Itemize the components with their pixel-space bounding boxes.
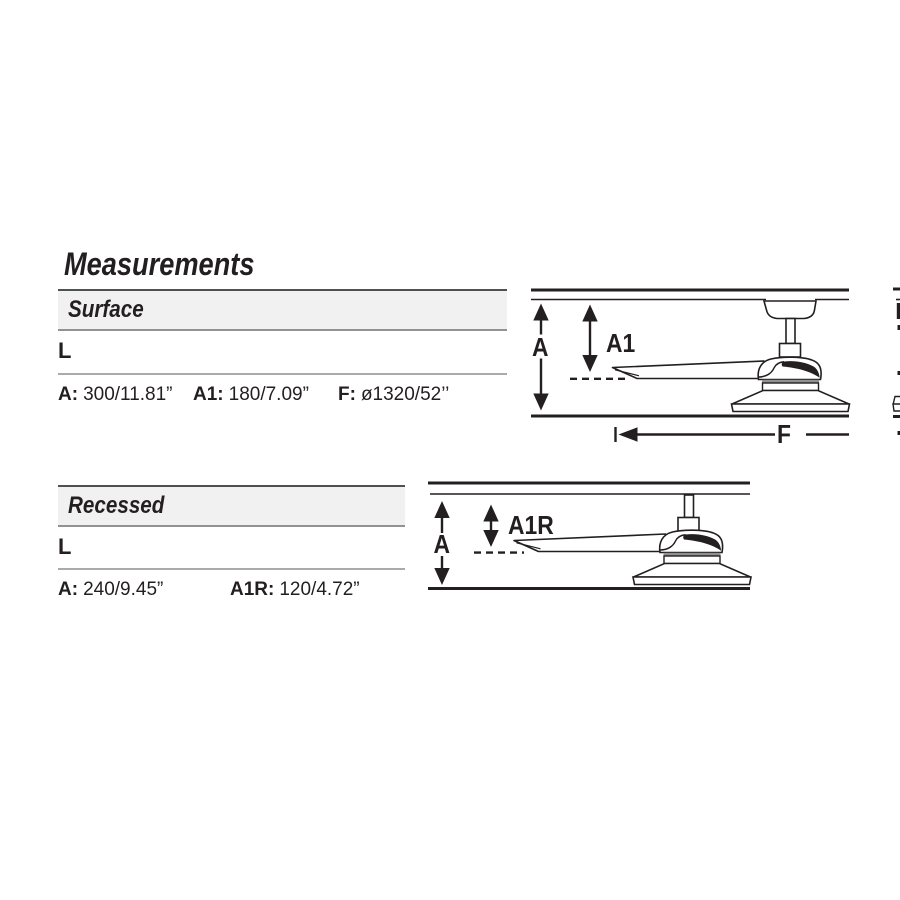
surface-header-label: Surface xyxy=(68,296,144,323)
fan-coupler xyxy=(678,518,699,532)
fan-body xyxy=(613,357,850,411)
cropped-neighbor-diagram-artifacts xyxy=(893,289,900,435)
recessed-model-label: L xyxy=(58,534,72,559)
dimension-arrow-a xyxy=(532,304,549,411)
dimension-label-f: F xyxy=(777,420,791,450)
fan-rim xyxy=(732,404,850,412)
dim-value: ø1320/52’’ xyxy=(360,384,450,405)
dim-label: A1R: xyxy=(230,579,275,600)
fan-canopy xyxy=(764,301,816,319)
fan-band xyxy=(664,556,720,564)
dimension-arrow-a xyxy=(434,501,451,585)
fan-downrod xyxy=(786,319,795,344)
dim-label: F: xyxy=(338,384,356,405)
dimension-arrow-f xyxy=(616,421,850,450)
dim-label: A1: xyxy=(193,384,224,405)
fan-cone xyxy=(634,564,751,578)
surface-model-label: L xyxy=(58,338,72,363)
fan-band xyxy=(763,383,819,391)
fan-rim xyxy=(633,577,751,585)
recessed-diagram xyxy=(428,483,751,589)
fan-blade xyxy=(613,361,765,379)
dimension-label-a: A xyxy=(532,333,549,363)
dim-value: 180/7.09” xyxy=(228,384,309,405)
dim-value: 240/9.45” xyxy=(83,579,164,600)
dim-label: A: xyxy=(58,384,79,405)
surface-diagram xyxy=(531,290,850,449)
dimension-arrow-a1 xyxy=(582,305,635,373)
dim-value: 300/11.81” xyxy=(83,384,173,405)
page-title: Measurements xyxy=(64,246,255,282)
dimension-label-a1r: A1R xyxy=(508,511,554,541)
fan-coupler xyxy=(780,344,801,358)
dimension-label-a1: A1 xyxy=(606,329,636,359)
dimension-label-a: A xyxy=(433,530,451,560)
dim-label: A: xyxy=(58,579,79,600)
recessed-header-label: Recessed xyxy=(68,492,165,519)
fan-cone xyxy=(732,391,849,405)
fan-downrod xyxy=(685,495,694,518)
dim-value: 120/4.72” xyxy=(279,579,360,600)
